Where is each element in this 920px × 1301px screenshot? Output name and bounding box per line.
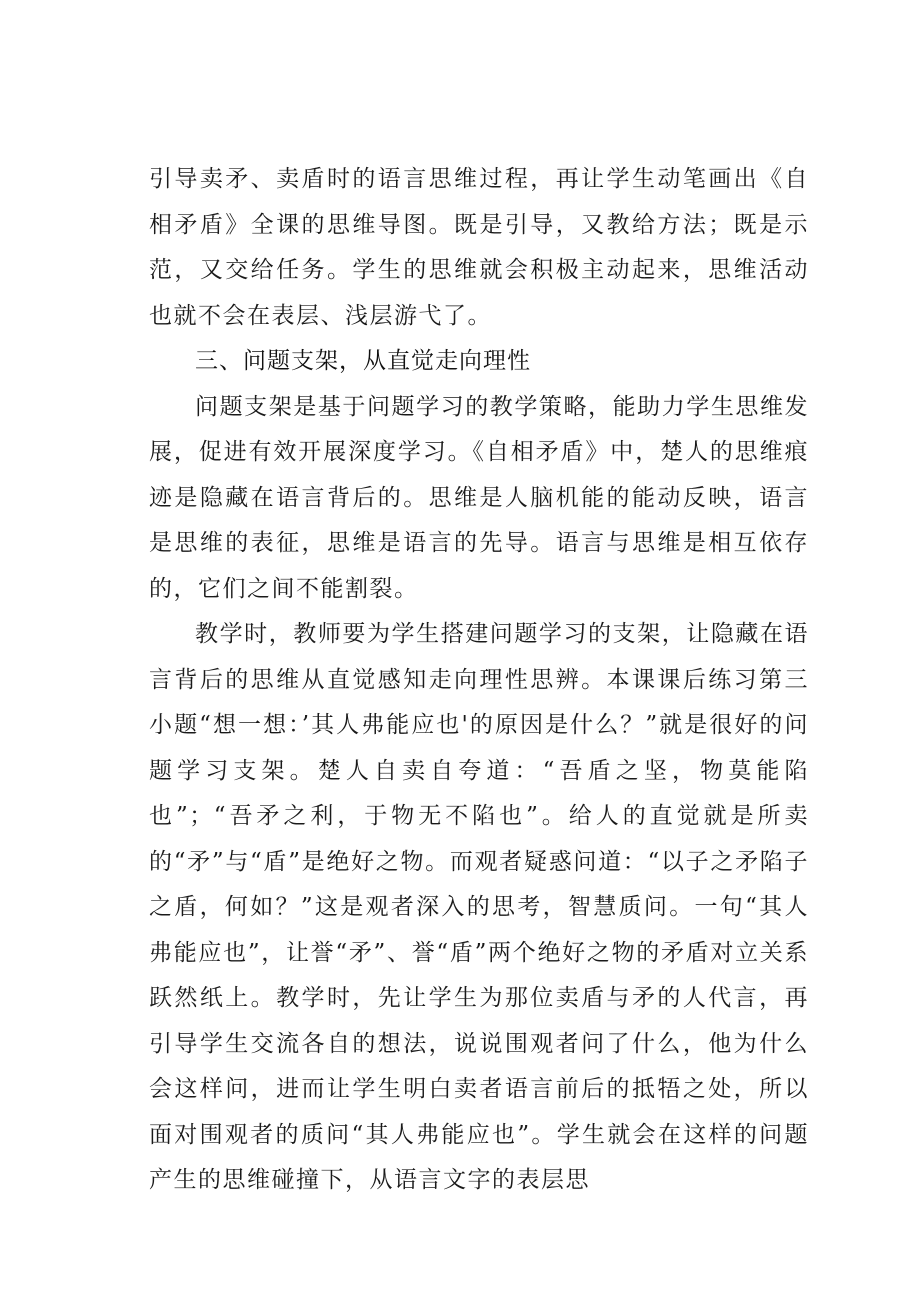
body-paragraph-2: 教学时，教师要为学生搭建问题学习的支架，让隐藏在语言背后的思维从直觉感知走向理性思辨。本课课后练习第三小题“想一想：’其人弗能应也'的原因是什么？”就是很好的问题学习支架。楚人自卖自夸道：“吾盾之坚，物莫能陷也”；“吾矛之利，于物无不陷也”。给人的直觉就是所卖的“矛”与“盾”是绝好之物。而观者疑惑问道：“以子之矛陷子之盾，何如？”这是观者深入的思考，智慧质问。一句“其人弗能应也”，让誉“矛”、誉“盾”两个绝好之物的矛盾对立关系跃然纸上。教学时，先让学生为那位卖盾与矛的人代言，再引导学生交流各自的想法，说说围观者问了什么，他为什么会这样问，进而让学生明白卖者语言前后的抵牾之处，所以面对围观者的质问“其人弗能应也”。学生就会在这样的问题产生的思维碰撞下，从语言文字的表层思 (149, 621, 809, 1193)
document-page (149, 157, 809, 1204)
section-heading: 三、问题支架，从直觉走向理性 (195, 348, 531, 374)
intro-paragraph: 引导卖矛、卖盾时的语言思维过程，再让学生动笔画出《自相矛盾》全课的思维导图。既是引导，又教给方法；既是示范，又交给任务。学生的思维就会积极主动起来，思维活动也就不会在表层、浅层游弋了。 (149, 166, 809, 329)
body-paragraph-1: 问题支架是基于问题学习的教学策略，能助力学生思维发展，促进有效开展深度学习。《自相矛盾》中，楚人的思维痕迹是隐藏在语言背后的。思维是人脑机能的能动反映，语言是思维的表征，思维是语言的先导。语言与思维是相互依存的，它们之间不能割裂。 (149, 393, 809, 602)
